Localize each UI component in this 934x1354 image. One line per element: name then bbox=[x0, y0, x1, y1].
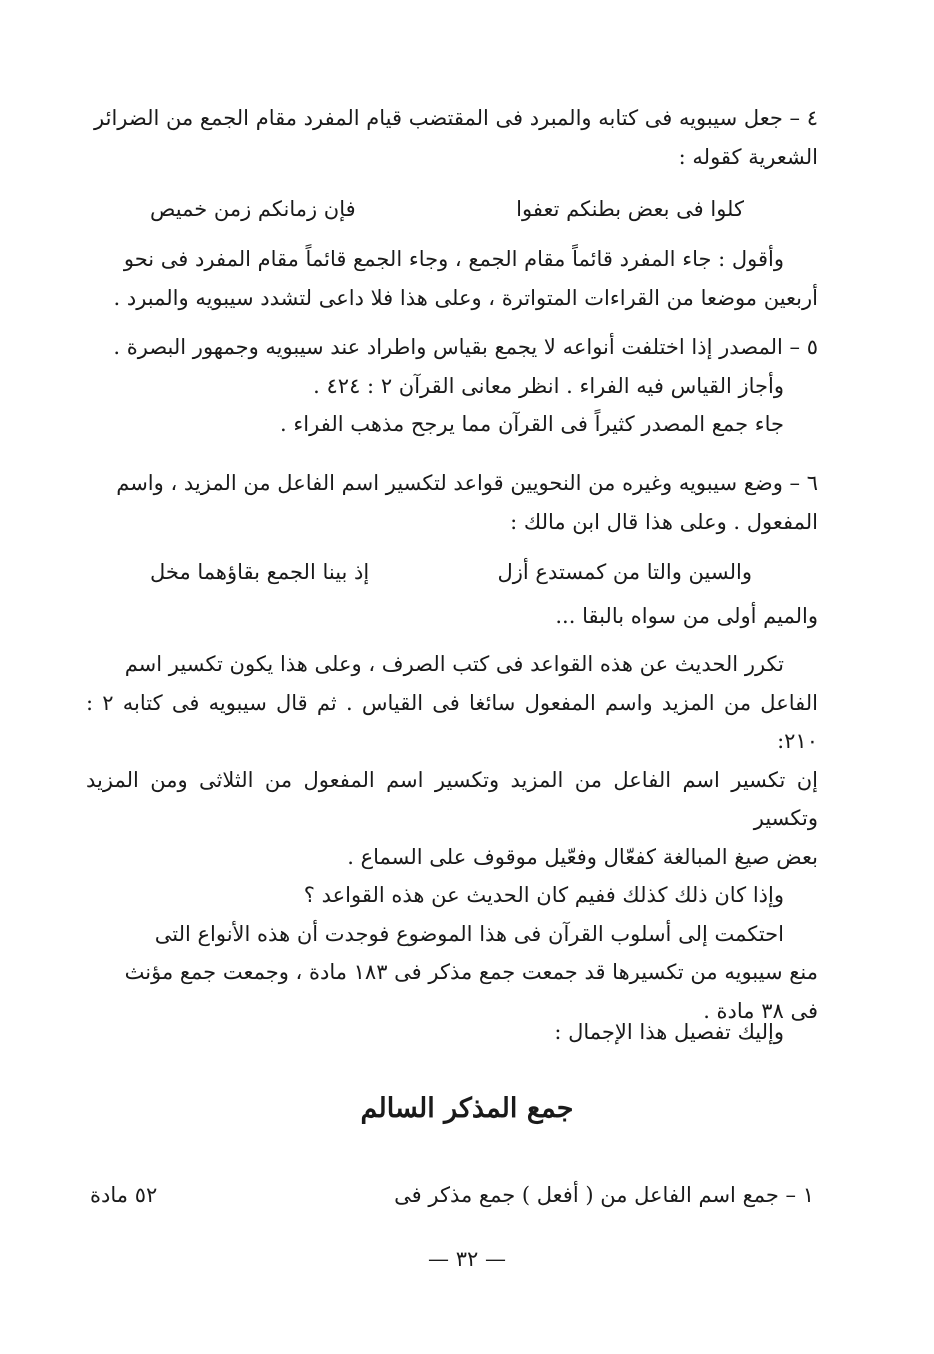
paragraph-7 bbox=[86, 645, 818, 1030]
text-line: وإذا كان ذلك كذلك ففيم كان الحديث عن هذه القواعد ؟ bbox=[303, 883, 784, 907]
verse-1-first-hemistich: كلوا فى بعض بطنكم تعفوا bbox=[516, 197, 744, 221]
text-line: احتكمت إلى أسلوب القرآن فى هذا الموضوع فوجدت أن هذه الأنواع التى bbox=[154, 921, 784, 946]
text-line: ٥ – المصدر إذا اختلفت أنواعه لا يجمع بقياس واطراد عند سيبويه وجمهور البصرة . bbox=[113, 335, 818, 359]
text-line: إن تكسير اسم الفاعل من المزيد وتكسير اسم المفعول من الثلاثى ومن المزيد وتكسير bbox=[86, 767, 818, 830]
text-line: منع سيبويه من تكسيرها قد جمعت جمع مذكر فى ١٨٣ مادة ، وجمعت جمع مؤنث bbox=[124, 960, 818, 984]
page-number: — ٣٢ — bbox=[428, 1247, 506, 1271]
text-line: بعض صيغ المبالغة كفعّال وفعّيل موقوف على السماع . bbox=[347, 844, 818, 869]
verse-2-second-hemistich: إذ بينا الجمع بقاؤهما مخل bbox=[150, 560, 370, 584]
text-line: أربعين موضعا من القراءات المتواترة ، وعلى هذا فلا داعى لتشدد سيبويه والمبرد . bbox=[113, 285, 818, 310]
text-line: تكرر الحديث عن هذه القواعد فى كتب الصرف ، وعلى هذا يكون تكسير اسم bbox=[124, 652, 784, 676]
paragraph-4 bbox=[86, 99, 818, 176]
text-line: الشعرية كقوله : bbox=[678, 144, 818, 169]
verse-2-tail bbox=[86, 597, 818, 636]
text-line: فى ٣٨ مادة . bbox=[703, 998, 818, 1023]
text-line: وأقول : جاء المفرد قائماً مقام الجمع ، وجاء الجمع قائماً مقام المفرد فى نحو bbox=[123, 247, 784, 271]
text-line: ٦ – وضع سيبويه وغيره من النحويين قواعد لتكسير اسم الفاعل من المزيد ، واسم bbox=[116, 471, 818, 495]
paragraph-commentary bbox=[86, 240, 818, 317]
paragraph-5 bbox=[86, 328, 818, 444]
item-1-count: ٥٢ مادة bbox=[90, 1183, 158, 1207]
item-1-label: ١ – جمع اسم الفاعل من ( أفعل ) جمع مذكر فى bbox=[394, 1183, 814, 1207]
text-line: ٤ – جعل سيبويه فى كتابه والمبرد فى المقتضب قيام المفرد مقام الجمع من الضرائر bbox=[94, 106, 818, 130]
paragraph-6 bbox=[86, 464, 818, 541]
verse-1-second-hemistich: فإن زمانكم زمن خميص bbox=[150, 197, 356, 221]
section-heading: جمع المذكر السالم bbox=[360, 1093, 574, 1124]
text-line: جاء جمع المصدر كثيراً فى القرآن مما يرجح مذهب الفراء . bbox=[280, 412, 784, 436]
text-line: المفعول . وعلى هذا قال ابن مالك : bbox=[510, 509, 818, 534]
text-line: وأجاز القياس فيه الفراء . انظر معانى القرآن ٢ : ٤٢٤ . bbox=[313, 373, 784, 398]
detail-intro bbox=[86, 1013, 818, 1052]
text-line: الفاعل من المزيد واسم المفعول سائغا فى القياس . ثم قال سيبويه فى كتابه ٢ : ٢١٠: bbox=[86, 690, 818, 753]
verse-2-first-hemistich: والسين والتا من كمستدع أزل bbox=[497, 560, 752, 584]
text-line: والميم أولى من سواه بالبقا ... bbox=[555, 604, 818, 628]
text-line: وإليك تفصيل هذا الإجمال : bbox=[554, 1020, 784, 1044]
